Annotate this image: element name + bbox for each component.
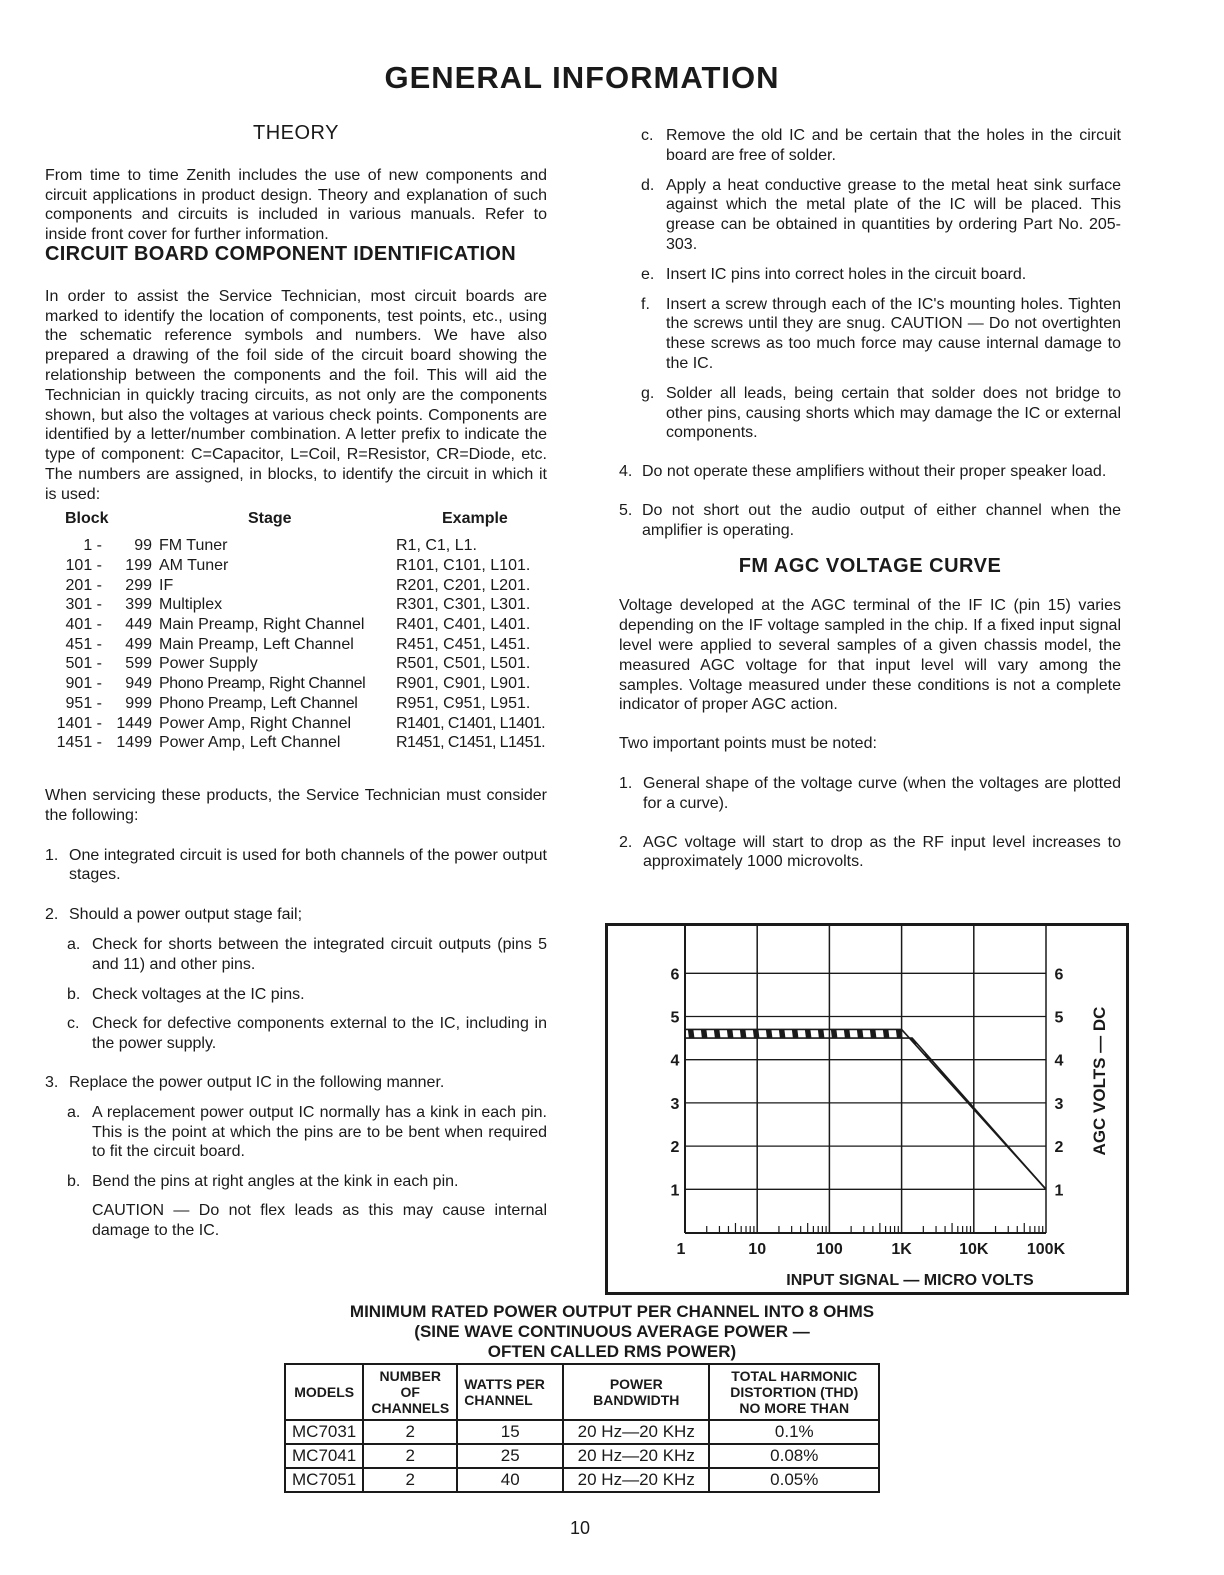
block-from: 201 - bbox=[65, 576, 102, 594]
block-to: 199 bbox=[125, 556, 152, 574]
y-tick-label: 1 bbox=[1054, 1182, 1064, 1200]
upper-limit-line bbox=[685, 1029, 1046, 1189]
y-tick-label: 6 bbox=[670, 966, 680, 984]
bandwidth-header bbox=[563, 1364, 709, 1420]
list-text: Solder all leads, being certain that solder does not bridge to other pins, causing shorts which may damage the IC or external components. bbox=[666, 384, 1121, 442]
list-text: Check for defective components external to the IC, including in the power supply. bbox=[92, 1015, 547, 1053]
header-text: TOTAL HARMONIC bbox=[731, 1368, 858, 1384]
table-row bbox=[45, 733, 547, 753]
list-number: 3. bbox=[45, 1073, 59, 1091]
x-tick-label: 10 bbox=[748, 1241, 767, 1258]
list-text: Should a power output stage fail; bbox=[69, 906, 303, 924]
table-row bbox=[45, 615, 547, 635]
block-example: R451, C451, L451. bbox=[396, 635, 531, 653]
y-tick-label: 5 bbox=[670, 1009, 680, 1027]
y-axis-label: AGC VOLTS — DC bbox=[1090, 1006, 1109, 1156]
watts-header bbox=[457, 1364, 563, 1420]
block-example: R201, C201, L201. bbox=[396, 576, 531, 594]
block-to: 599 bbox=[125, 655, 152, 673]
list-number: 2. bbox=[45, 906, 59, 924]
list-number: 5. bbox=[619, 501, 633, 519]
hatch-stroke bbox=[962, 1017, 984, 1194]
list-number: e. bbox=[641, 265, 655, 283]
block-header: Block bbox=[65, 509, 109, 527]
list-text: Do not operate these amplifiers without their proper speaker load. bbox=[642, 463, 1107, 481]
hatch-stroke bbox=[611, 1017, 633, 1194]
header-text: WATTS PER bbox=[464, 1376, 545, 1392]
thd-cell: 0.05% bbox=[709, 1468, 879, 1492]
block-example: R101, C101, L101. bbox=[396, 556, 531, 574]
hatch-stroke bbox=[689, 1017, 711, 1194]
power-title-line: OFTEN CALLED RMS POWER) bbox=[487, 1342, 737, 1361]
hatch-stroke bbox=[988, 1017, 1010, 1194]
x-tick-label: 1K bbox=[891, 1241, 912, 1258]
list-text: Insert a screw through each of the IC's mounting holes. Tighten the screws until they are snug. CAUTION — Do not overtighten these screws as too much force may cause internal damage to the IC. bbox=[666, 295, 1121, 372]
table-row bbox=[45, 536, 547, 556]
table-row bbox=[45, 674, 547, 694]
header-text: NO MORE THAN bbox=[739, 1400, 850, 1416]
power-table-title bbox=[250, 1302, 974, 1362]
hatch-stroke bbox=[608, 1017, 620, 1194]
table-row bbox=[45, 576, 547, 596]
agc-chart-svg bbox=[608, 926, 1126, 1292]
block-from: 951 - bbox=[65, 694, 102, 712]
block-stage: IF bbox=[159, 576, 174, 594]
bandwidth-cell: 20 Hz—20 KHz bbox=[563, 1420, 709, 1444]
list-number: b. bbox=[67, 1173, 81, 1191]
hatch-stroke bbox=[832, 1017, 854, 1194]
thd-cell: 0.08% bbox=[709, 1444, 879, 1468]
caution-note: CAUTION — Do not flex leads as this may cause internal damage to the IC. bbox=[92, 1201, 547, 1239]
agc-points-intro: Two important points must be noted: bbox=[619, 735, 877, 753]
block-to: 949 bbox=[125, 675, 152, 693]
header-text: DISTORTION (THD) bbox=[730, 1384, 859, 1400]
power-table bbox=[284, 1363, 880, 1493]
hatch-stroke bbox=[702, 1017, 724, 1194]
label-layer bbox=[671, 966, 1109, 1289]
table-row bbox=[45, 556, 547, 576]
bandwidth-cell: 20 Hz—20 KHz bbox=[563, 1468, 709, 1492]
theory-paragraph: From time to time Zenith includes the use of new components and circuit applications in product design. Theory and explanation of such components and circuits is included in various manuals. Refer to inside front cover for further information. bbox=[45, 166, 547, 244]
table-row bbox=[285, 1468, 879, 1492]
header-text: CHANNEL bbox=[464, 1392, 533, 1408]
model-cell: MC7031 bbox=[285, 1420, 363, 1444]
block-stage: Phono Preamp, Right Channel bbox=[159, 675, 366, 693]
block-stage: Power Amp, Left Channel bbox=[159, 734, 341, 752]
table-row bbox=[285, 1444, 879, 1468]
block-example: R301, C301, L301. bbox=[396, 596, 531, 614]
header-text: POWER bbox=[609, 1376, 663, 1392]
header-text: CHANNELS bbox=[371, 1400, 450, 1416]
block-from: 901 - bbox=[65, 675, 102, 693]
hatch-stroke bbox=[741, 1017, 763, 1194]
list-item bbox=[45, 935, 547, 975]
block-to: 999 bbox=[125, 694, 152, 712]
list-item bbox=[619, 501, 1121, 541]
channels-cell: 2 bbox=[363, 1420, 457, 1444]
block-stage: Main Preamp, Right Channel bbox=[159, 616, 365, 634]
block-stage: AM Tuner bbox=[159, 556, 229, 574]
block-example: R1, C1, L1. bbox=[396, 537, 477, 555]
list-text: Do not short out the audio output of either channel when the amplifier is operating. bbox=[642, 501, 1121, 539]
table-row bbox=[285, 1420, 879, 1444]
hatch-stroke bbox=[858, 1017, 880, 1194]
block-stage: FM Tuner bbox=[159, 537, 228, 555]
thd-cell: 0.1% bbox=[709, 1420, 879, 1444]
agc-chart bbox=[605, 923, 1129, 1295]
list-number: a. bbox=[67, 935, 81, 953]
x-tick-label: 100K bbox=[1026, 1241, 1066, 1258]
grid-layer bbox=[685, 926, 1046, 1233]
right-column bbox=[619, 126, 1121, 872]
list-item bbox=[45, 1103, 547, 1162]
hatch-stroke bbox=[806, 1017, 828, 1194]
block-from: 451 - bbox=[65, 635, 102, 653]
list-number: b. bbox=[67, 985, 81, 1003]
list-number: d. bbox=[641, 176, 655, 194]
block-to: 299 bbox=[125, 576, 152, 594]
block-from: 101 - bbox=[65, 556, 102, 574]
list-number: c. bbox=[641, 127, 654, 144]
list-number: 4. bbox=[619, 463, 633, 481]
list-item bbox=[619, 774, 1121, 814]
models-header bbox=[285, 1364, 363, 1420]
page-title: GENERAL INFORMATION bbox=[384, 60, 780, 95]
channels-cell: 2 bbox=[363, 1444, 457, 1468]
lower-limit-line bbox=[685, 1038, 1046, 1189]
hatch-stroke bbox=[780, 1017, 802, 1194]
watts-cell: 40 bbox=[457, 1468, 563, 1492]
x-tick-label: 10K bbox=[959, 1241, 989, 1258]
list-text: Apply a heat conductive grease to the metal heat sink surface against which the metal plate of the IC will be placed. This grease can be obtained in quantities by ordering Part No. 205-303. bbox=[666, 176, 1121, 253]
block-from: 401 - bbox=[65, 616, 102, 634]
hatch-stroke bbox=[871, 1017, 893, 1194]
block-to: 449 bbox=[125, 616, 152, 634]
list-number: 1. bbox=[45, 846, 59, 864]
y-tick-label: 5 bbox=[1054, 1009, 1064, 1027]
power-table-header bbox=[285, 1364, 879, 1420]
list-number: g. bbox=[641, 384, 655, 402]
cbci-heading: CIRCUIT BOARD COMPONENT IDENTIFICATION bbox=[45, 242, 517, 265]
thd-header bbox=[709, 1364, 879, 1420]
block-from: 301 - bbox=[65, 596, 102, 614]
y-tick-label: 4 bbox=[670, 1052, 680, 1070]
list-text: Bend the pins at right angles at the kink in each pin. bbox=[92, 1173, 459, 1191]
hatch-stroke bbox=[650, 1017, 672, 1194]
list-number: 1. bbox=[619, 774, 633, 792]
list-item bbox=[45, 1073, 547, 1093]
list-text: Replace the power output IC in the following manner. bbox=[69, 1073, 445, 1091]
list-item bbox=[619, 126, 1121, 166]
block-example: R1451, C1451, L1451. bbox=[396, 734, 546, 752]
block-from: 1451 - bbox=[56, 734, 102, 752]
block-from: 501 - bbox=[65, 655, 102, 673]
list-number: 2. bbox=[619, 833, 633, 851]
cbci-paragraph: In order to assist the Service Technician, most circuit boards are marked to identify the location of components, test points, etc., using the schematic reference symbols and numbers. We have also prepared a drawing of the foil side of the circuit board showing the relationship between the components and the foil. This will aid the Technician in quickly tracing circuits, as not only are the components shown, but also the voltages at various check points. Components are identified by a letter/number combination. A letter prefix to indicate the type of component: C=Capacitor, L=Coil, R=Resistor, CR=Diode, etc. The numbers are assigned, in blocks, to identify the circuit in which it is used: bbox=[45, 287, 547, 503]
block-to: 399 bbox=[125, 596, 152, 614]
block-stage: Multiplex bbox=[159, 596, 223, 614]
block-from: 1401 - bbox=[56, 714, 102, 732]
example-header: Example bbox=[442, 509, 508, 527]
y-tick-label: 2 bbox=[670, 1139, 680, 1157]
hatch-stroke bbox=[936, 1017, 958, 1194]
hatch-stroke bbox=[949, 1017, 971, 1194]
watts-cell: 25 bbox=[457, 1444, 563, 1468]
block-example: R501, C501, L501. bbox=[396, 655, 531, 673]
list-text: General shape of the voltage curve (when the voltages are plotted for a curve). bbox=[643, 774, 1121, 812]
table-row bbox=[45, 714, 547, 734]
power-title-line: (SINE WAVE CONTINUOUS AVERAGE POWER — bbox=[414, 1322, 810, 1341]
list-item bbox=[45, 1172, 547, 1192]
block-stage: Phono Preamp, Left Channel bbox=[159, 694, 358, 712]
hatch-stroke bbox=[884, 1017, 906, 1194]
block-to: 99 bbox=[134, 537, 152, 555]
channels-cell: 2 bbox=[363, 1468, 457, 1492]
table-row bbox=[45, 694, 547, 714]
watts-cell: 15 bbox=[457, 1420, 563, 1444]
block-stage: Power Supply bbox=[159, 655, 258, 673]
block-example: R401, C401, L401. bbox=[396, 616, 531, 634]
hatch-stroke bbox=[715, 1017, 737, 1194]
hatch-stroke bbox=[728, 1017, 750, 1194]
block-example: R901, C901, L901. bbox=[396, 675, 531, 693]
list-number: f. bbox=[641, 295, 650, 313]
header-text: NUMBER OF bbox=[379, 1368, 441, 1400]
list-text: Insert IC pins into correct holes in the circuit board. bbox=[666, 265, 1027, 283]
stage-header: Stage bbox=[248, 509, 292, 527]
list-item bbox=[45, 1014, 547, 1054]
list-item bbox=[619, 462, 1121, 482]
y-tick-label: 1 bbox=[670, 1182, 680, 1200]
block-to: 1499 bbox=[116, 734, 152, 752]
table-row bbox=[45, 654, 547, 674]
block-example: R1401, C1401, L1401. bbox=[396, 714, 546, 732]
hatch-stroke bbox=[923, 1017, 945, 1194]
agc-heading: FM AGC VOLTAGE CURVE bbox=[738, 554, 1002, 577]
hatch-stroke bbox=[975, 1017, 997, 1194]
agc-paragraph: Voltage developed at the AGC terminal of the IF IC (pin 15) varies depending on the IF voltage sampled in the chip. If a fixed input signal level were applied to several samples of a given chassis model, the measured AGC voltage for that input level will vary among the samples. Voltage measured under these conditions is not a complete indicator of proper AGC action. bbox=[619, 597, 1121, 714]
hatch-stroke bbox=[845, 1017, 867, 1194]
list-item bbox=[45, 905, 547, 925]
theory-heading: THEORY bbox=[253, 122, 339, 144]
y-tick-label: 6 bbox=[1054, 966, 1064, 984]
list-text: One integrated circuit is used for both channels of the power output stages. bbox=[69, 846, 547, 884]
header-text: MODELS bbox=[294, 1384, 355, 1400]
left-column bbox=[45, 124, 547, 1241]
block-stage: Main Preamp, Left Channel bbox=[159, 635, 354, 653]
power-title-line: MINIMUM RATED POWER OUTPUT PER CHANNEL INTO 8 OHMS bbox=[349, 1302, 875, 1321]
block-to: 499 bbox=[125, 635, 152, 653]
list-text: AGC voltage will start to drop as the RF input level increases to approximately 1000 microvolts. bbox=[643, 833, 1121, 871]
list-item bbox=[45, 846, 547, 886]
list-item bbox=[619, 833, 1121, 873]
y-tick-label: 3 bbox=[670, 1095, 680, 1113]
list-item bbox=[45, 985, 547, 1005]
table-row bbox=[45, 595, 547, 615]
list-item bbox=[619, 265, 1121, 285]
y-tick-label: 4 bbox=[1054, 1052, 1064, 1070]
bandwidth-cell: 20 Hz—20 KHz bbox=[563, 1444, 709, 1468]
x-axis-label: INPUT SIGNAL — MICRO VOLTS bbox=[786, 1272, 1034, 1289]
blocks-table-header bbox=[45, 509, 547, 537]
hatch-stroke bbox=[1001, 1017, 1023, 1194]
list-text: Remove the old IC and be certain that the holes in the circuit board are free of solder. bbox=[666, 127, 1121, 164]
blocks-table bbox=[45, 509, 547, 753]
list-number: a. bbox=[67, 1103, 81, 1121]
list-text: Check for shorts between the integrated circuit outputs (pins 5 and 11) and other pins. bbox=[92, 935, 547, 973]
model-cell: MC7041 bbox=[285, 1444, 363, 1468]
list-text: A replacement power output IC normally has a kink in each pin. This is the point at which the pins are to be bent when required to fit the circuit board. bbox=[92, 1103, 547, 1161]
list-text: Check voltages at the IC pins. bbox=[92, 985, 305, 1003]
y-tick-label: 3 bbox=[1054, 1095, 1064, 1113]
hatch-stroke bbox=[624, 1017, 646, 1194]
list-item bbox=[619, 176, 1121, 255]
servicing-intro: When servicing these products, the Service Technician must consider the following: bbox=[45, 786, 547, 824]
hatch-stroke bbox=[793, 1017, 815, 1194]
y-tick-label: 2 bbox=[1054, 1139, 1064, 1157]
block-example: R951, C951, L951. bbox=[396, 694, 531, 712]
table-row bbox=[45, 635, 547, 655]
list-item bbox=[619, 384, 1121, 443]
block-from: 1 - bbox=[83, 537, 102, 555]
x-tick-label: 100 bbox=[816, 1241, 843, 1258]
page-number: 10 bbox=[569, 1518, 591, 1538]
x-tick-label: 1 bbox=[676, 1241, 686, 1258]
list-number: c. bbox=[67, 1015, 80, 1033]
channels-header bbox=[363, 1364, 457, 1420]
block-to: 1449 bbox=[116, 714, 152, 732]
model-cell: MC7051 bbox=[285, 1468, 363, 1492]
block-stage: Power Amp, Right Channel bbox=[159, 714, 352, 732]
list-item bbox=[619, 295, 1121, 374]
hatch-stroke bbox=[767, 1017, 789, 1194]
header-text: BANDWIDTH bbox=[593, 1392, 680, 1408]
hatch-stroke bbox=[637, 1017, 659, 1194]
